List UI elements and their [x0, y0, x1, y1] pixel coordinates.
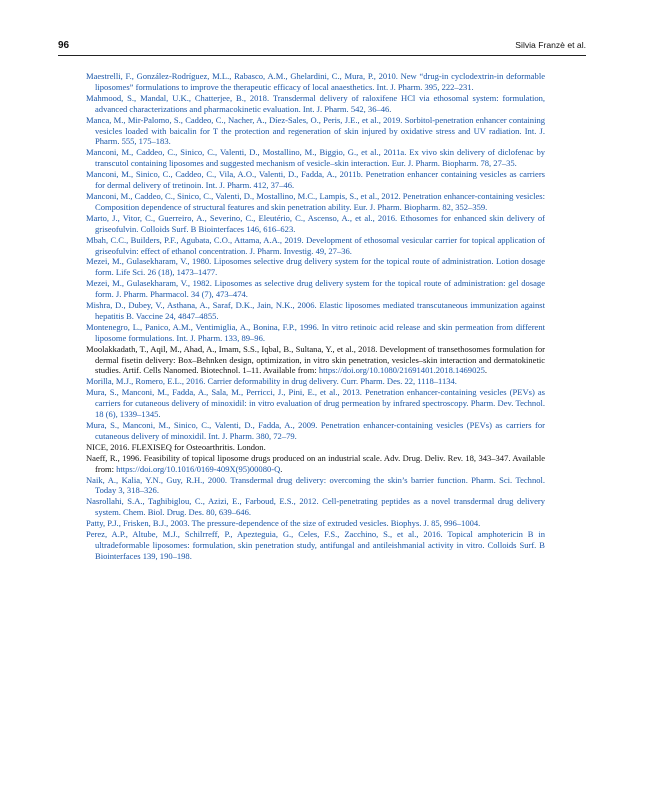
reference-text: Perez, A.P., Altube, M.J., Schilrreff, P., Apezteguia, G., Celes, F.S., Zacchino, S., et al., 2016. Topical amphotericin B in ultradeformable liposomes: formulation, skin penetration study, antifungal and antileishmanial activity in vitro. Colloids Surf. B Biointerfaces 139, 190–198.: [86, 529, 545, 561]
reference-entry[interactable]: [86, 496, 545, 518]
reference-text: Montenegro, L., Panico, A.M., Ventimiglia, A., Bonina, F.P., 1996. In vitro retinoic acid release and skin permeation from different liposome formulations. Int. J. Pharm. 133, 89–96.: [86, 321, 545, 343]
reference-text: Mahmood, S., Mandal, U.K., Chatterjee, B., 2018. Transdermal delivery of raloxifene HCl via ethosomal system: formulation, advanced characterizations and pharmacokinetic evaluation. Int. J. Pharm. 542, 36–46.: [86, 92, 545, 114]
doi-link[interactable]: https://doi.org/10.1080/21691401.2018.1469025: [318, 365, 485, 376]
reference-entry[interactable]: [86, 256, 545, 278]
reference-text: Manconi, M., Caddeo, C., Sinico, C., Valenti, D., Mostallino, M.C., Lampis, S., et al., 2012. Penetration enhancer-containing vesicles: Composition dependence of structural features and skin penetration ability. Eur. J. Pharm. Biopharm. 82, 352–359.: [86, 190, 545, 212]
reference-entry[interactable]: [86, 442, 545, 453]
reference-entry[interactable]: [86, 93, 545, 115]
reference-text: Marto, J., Vitor, C., Guerreiro, A., Severino, C., Eleutério, C., Ascenso, A., et al., 2016. Ethosomes for enhanced skin delivery of griseofulvin. Colloids Surf. B Biointerfaces 146, 616–623.: [86, 212, 545, 234]
reference-tail: .: [484, 365, 488, 376]
reference-entry[interactable]: [86, 344, 545, 377]
page-header: [58, 40, 586, 54]
reference-text: Mezei, M., Gulasekharam, V., 1980. Liposomes selective drug delivery system for the topical route of administration. Lotion dosage form. Life Sci. 26 (18), 1473–1477.: [86, 256, 545, 278]
reference-entry[interactable]: [86, 376, 545, 387]
reference-text: Manca, M., Mir-Palomo, S., Caddeo, C., Nacher, A., Díez-Sales, O., Peris, J.E., et al., 2019. Sorbitol-penetration enhancer containing vesicles loaded with baicalin for T the protection and regeneration of skin injured by oxidative stress and UV radiation. Int. J. Pharm. 555, 175–183.: [86, 114, 545, 147]
reference-text: Manconi, M., Caddeo, C., Sinico, C., Valenti, D., Mostallino, M., Biggio, G., et al., 2011a. Ex vivo skin delivery of diclofenac by transcutol containing liposomes and suggested mechanism of vesicle–skin interaction. Eur. J. Pharm. Biopharm. 78, 27–35.: [86, 147, 545, 169]
reference-entry[interactable]: [86, 518, 545, 529]
running-head-authors: Silvia Franzè et al.: [515, 40, 586, 50]
header-rule: [58, 55, 586, 56]
reference-text: Patty, P.J., Frisken, B.J., 2003. The pressure-dependence of the size of extruded vesicles. Biophys. J. 85, 996–1004.: [86, 518, 481, 529]
reference-entry[interactable]: [86, 213, 545, 235]
reference-text: Nasrollahi, S.A., Taghibiglou, C., Azizi, E., Farboud, E.S., 2012. Cell-penetrating peptides as a novel transdermal drug delivery system. Chem. Biol. Drug. Des. 80, 639–646.: [86, 496, 545, 518]
reference-text: Mbah, C.C., Builders, P.F., Agubata, C.O., Attama, A.A., 2019. Development of ethosomal vesicular carrier for topical application of griseofulvin: effect of ethanol concentration. J. Pharm. Investig. 49, 27–36.: [86, 234, 545, 256]
reference-text: Mishra, D., Dubey, V., Asthana, A., Saraf, D.K., Jain, N.K., 2006. Elastic liposomes mediated transcutaneous immunization against hepatitis B. Vaccine 24, 4847–4855.: [86, 300, 545, 321]
reference-entry[interactable]: [86, 475, 545, 497]
reference-text: Maestrelli, F., González-Rodríguez, M.L., Rabasco, A.M., Ghelardini, C., Mura, P., 2010. New “drug-in cyclodextrin-in deformable liposomes” formulations to improve the therapeutic efficacy of local anaesthetics. Int. J. Pharm. 395, 222–231.: [86, 71, 545, 92]
reference-entry[interactable]: [86, 322, 545, 344]
reference-text: Manconi, M., Sinico, C., Caddeo, C., Vila, A.O., Valenti, D., Fadda, A., 2011b. Penetration enhancer containing vesicles as carriers for dermal delivery of tretinoin. Int. J. Pharm. 412, 37–46.: [86, 169, 545, 191]
reference-entry[interactable]: [86, 453, 545, 475]
reference-entry[interactable]: [86, 169, 545, 191]
reference-text: Mura, S., Manconi, M., Sinico, C., Valenti, D., Fadda, A., 2009. Penetration enhancer-containing vesicles (PEVs) as carriers for cutaneous delivery of minoxidil. Int. J. Pharm. 380, 72–79.: [86, 420, 545, 441]
reference-entry[interactable]: [86, 278, 545, 300]
reference-entry[interactable]: [86, 387, 545, 420]
reference-entry[interactable]: [86, 300, 545, 322]
reference-text: Morilla, M.J., Romero, E.L., 2016. Carrier deformability in drug delivery. Curr. Pharm. Des. 22, 1118–1134.: [86, 376, 457, 387]
page-number: 96: [58, 40, 70, 51]
reference-entry[interactable]: [86, 529, 545, 562]
reference-entry[interactable]: [86, 147, 545, 169]
doi-link[interactable]: https://doi.org/10.1016/0169-409X(95)00080-Q: [116, 463, 281, 474]
reference-text: Naik, A., Kalia, Y.N., Guy, R.H., 2000. Transdermal drug delivery: overcoming the skin’s barrier function. Pharm. Sci. Technol. Today 3, 318–326.: [86, 474, 545, 496]
reference-text: Moolakkadath, T., Aqil, M., Ahad, A., Imam, S.S., Iqbal, B., Sultana, Y., et al., 2018. Development of transethosomes formulation for dermal fisetin delivery: Box–Behnken design, optimization, in vitro skin penetration, vesicles–skin interaction and dermatokinetic studies. Artif. Cells Nanomed. Biotechnol. 1–11. Available from:: [86, 343, 545, 376]
reference-text: Mura, S., Manconi, M., Fadda, A., Sala, M., Perricci, J., Pini, E., et al., 2013. Penetration enhancer-containing vesicles (PEVs) as carriers for cutaneous delivery of minoxidil: in vitro evaluation of drug permeation by infrared spectroscopy. Pharm. Dev. Technol. 18 (6), 1339–1345.: [86, 387, 545, 420]
reference-text: Mezei, M., Gulasekharam, V., 1982. Liposomes as selective drug delivery system for the topical route of administration: gel dosage form. J. Pharm. Pharmacol. 34 (7), 473–474.: [86, 278, 545, 300]
reference-entry[interactable]: [86, 235, 545, 257]
reference-list: [86, 71, 545, 562]
reference-tail: .: [280, 463, 283, 474]
reference-entry[interactable]: [86, 71, 545, 93]
reference-entry[interactable]: [86, 420, 545, 442]
reference-text: Naeff, R., 1996. Feasibility of topical liposome drugs produced on an industrial scale. Adv. Drug. Deliv. Rev. 18, 343–347. Available from:: [86, 452, 545, 474]
reference-text: NICE, 2016. FLEXISEQ for Osteoarthritis. London.: [86, 441, 266, 452]
reference-entry[interactable]: [86, 191, 545, 213]
reference-entry[interactable]: [86, 115, 545, 148]
